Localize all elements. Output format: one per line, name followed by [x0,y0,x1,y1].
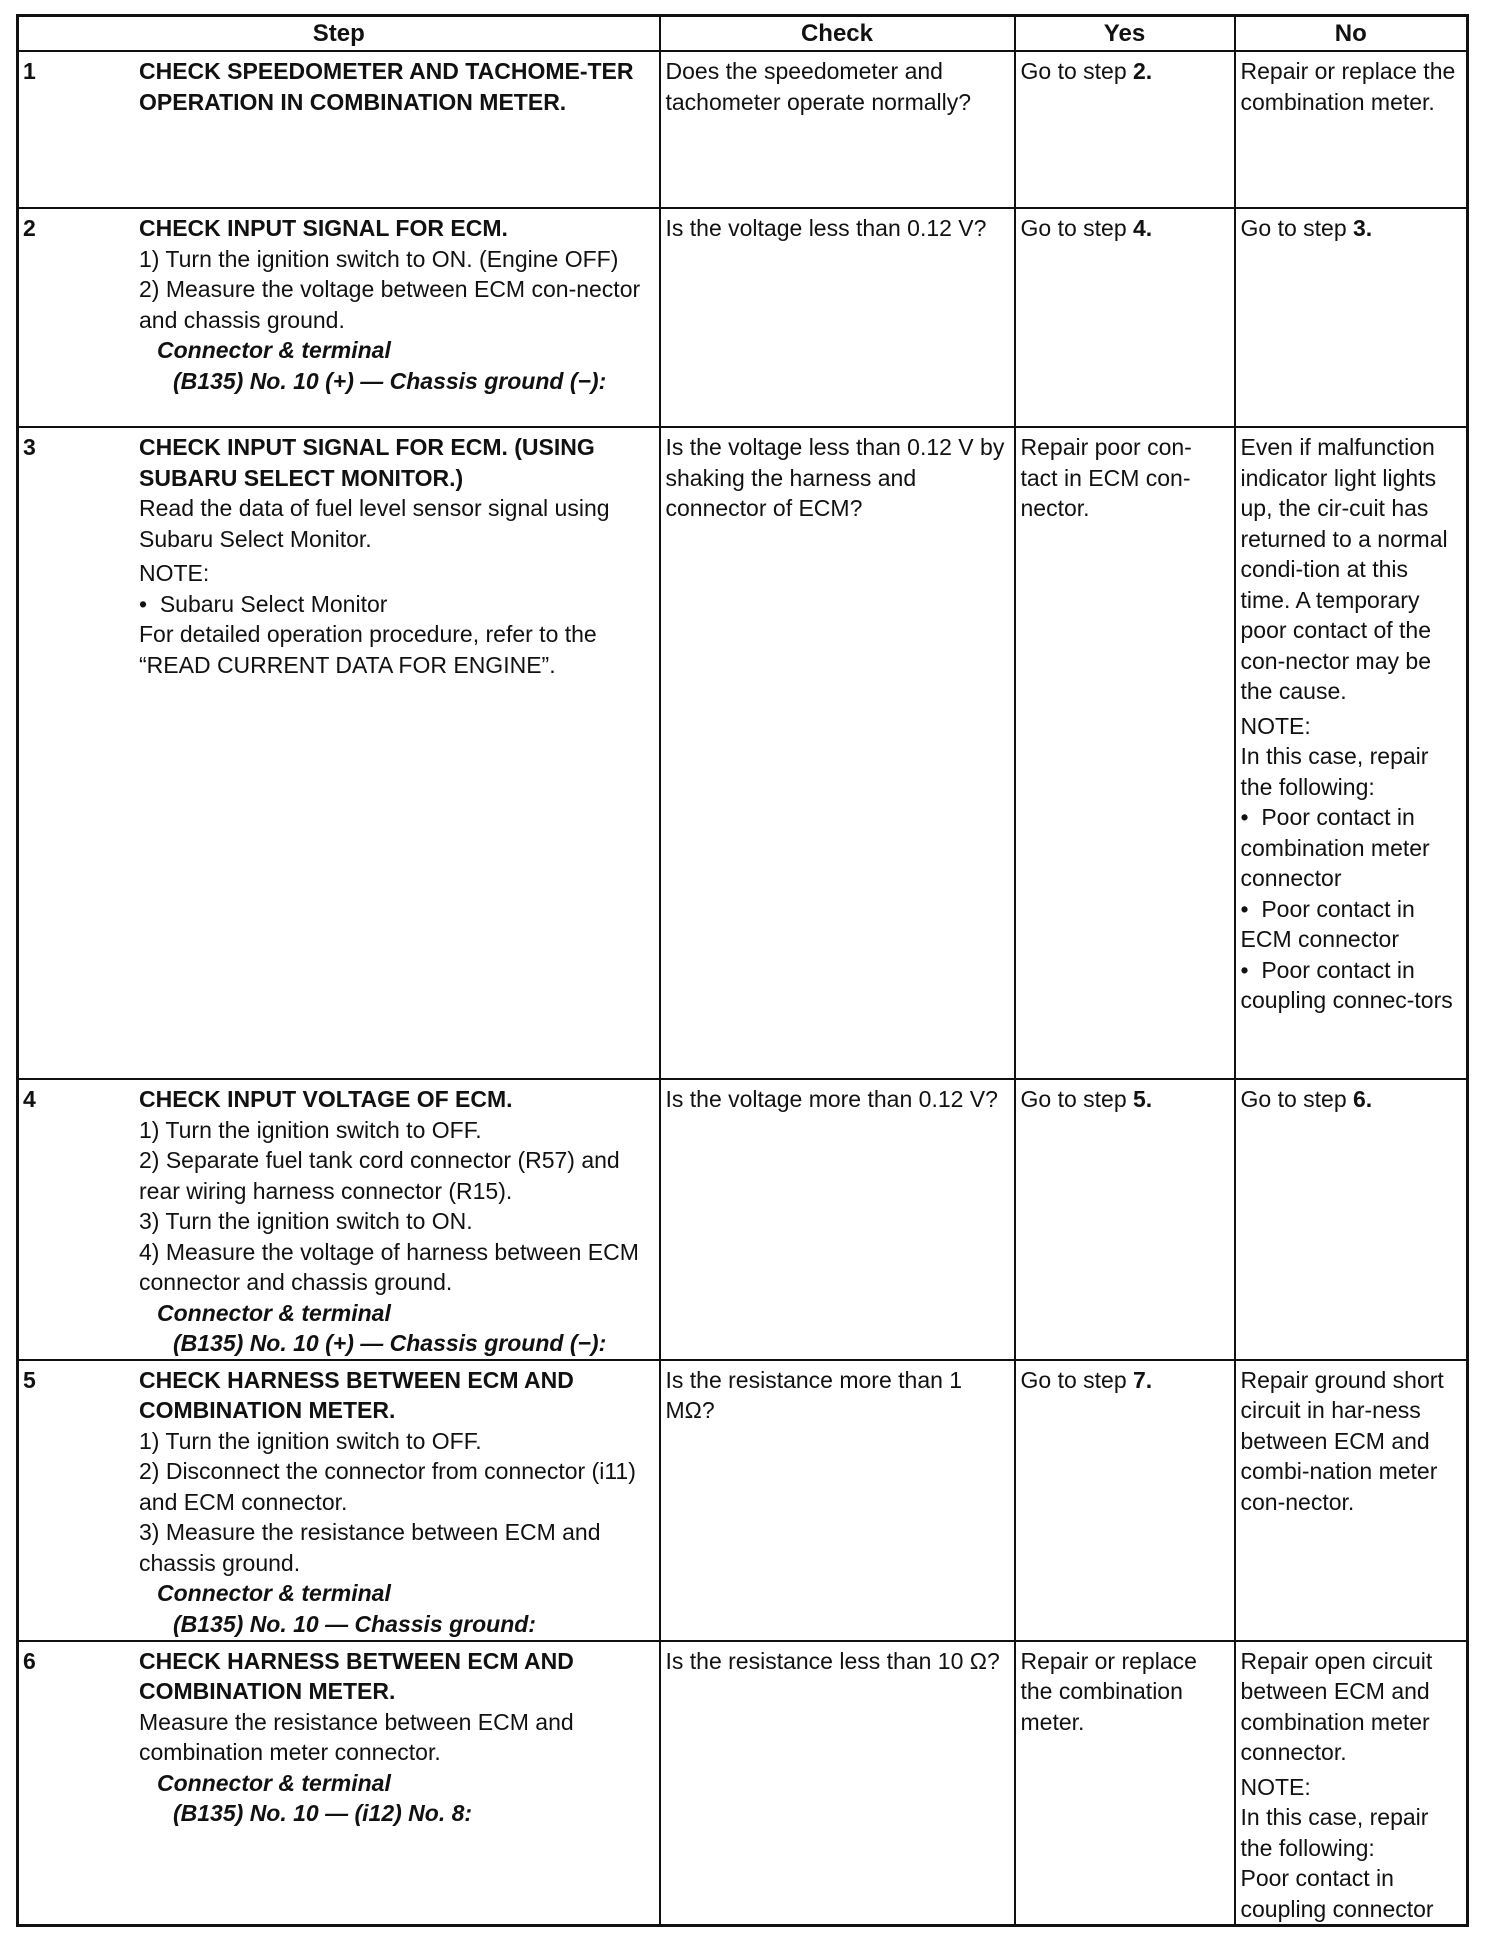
step-instruction: 1) Turn the ignition switch to ON. (Engine OFF) [139,245,619,272]
step-instruction: 1) Turn the ignition switch to OFF. [139,1116,482,1143]
no-step-ref: 3. [1353,215,1373,241]
no-cell: Repair or replace the combination meter. [1235,51,1468,208]
step-instruction: 3) Measure the resistance between ECM and chassis ground. [139,1519,601,1576]
header-step: Step [18,16,660,52]
yes-text: Go to step [1020,1366,1134,1393]
yes-cell [1015,1360,1235,1641]
step-number: 6 [23,1647,36,1674]
connector-terminal: (B135) No. 10 (+) — Chassis ground (−): [173,1330,607,1356]
step-number: 3 [23,434,36,460]
step-number: 5 [23,1366,36,1393]
table-row-3 [18,427,1468,1079]
step-cell [18,51,660,208]
step-instruction: 4) Measure the voltage of harness between ECM connector and chassis ground. [139,1238,639,1295]
no-cell [1235,1079,1468,1360]
check-cell: Is the voltage less than 0.12 V? [660,208,1015,427]
no-cell: Repair ground short circuit in har-ness between ECM and combi-nation meter con-nector. [1235,1360,1468,1641]
table-row-6 [18,1641,1468,1926]
table-row-4 [18,1079,1468,1360]
yes-cell [1015,208,1235,427]
check-cell: Does the speedometer and tachometer operate normally? [660,51,1015,208]
yes-text: Go to step [1020,215,1134,241]
note-bullet: • Poor contact in coupling connec-tors [1241,955,1462,1016]
yes-step-ref: 5. [1133,1086,1153,1112]
no-text: Even if malfunction indicator light lights up, the cir-cuit has returned to a normal condi-tion at this time. A temporary poor contact of the con-nector may be the cause. [1240,434,1448,704]
step-instruction: 2) Measure the voltage between ECM con-nector and chassis ground. [139,276,641,333]
check-cell: Is the voltage less than 0.12 V by shaking the harness and connector of ECM? [660,427,1015,1079]
no-cell [1235,208,1468,427]
yes-step-ref: 7. [1133,1366,1153,1393]
table-row-1 [18,51,1468,208]
no-text: Go to step [1240,1086,1354,1112]
step-title: CHECK INPUT VOLTAGE OF ECM. [139,1086,513,1112]
check-cell: Is the resistance more than 1 MΩ? [660,1360,1015,1641]
step-title: CHECK HARNESS BETWEEN ECM AND COMBINATION METER. [139,1366,574,1423]
step-title: CHECK INPUT SIGNAL FOR ECM. [139,215,508,241]
connector-terminal: (B135) No. 10 — (i12) No. 8: [173,1800,473,1826]
yes-step-ref: 4. [1133,215,1153,241]
note-bullet: • Poor contact in combination meter connector [1241,802,1462,894]
header-yes: Yes [1015,16,1235,52]
no-step-ref: 6. [1353,1086,1373,1112]
step-cell [18,1641,660,1926]
step-instruction: Measure the resistance between ECM and combination meter connector. [139,1708,574,1765]
note-label: NOTE: [1240,1773,1311,1800]
yes-text: Go to step [1020,1086,1134,1112]
step-title: CHECK INPUT SIGNAL FOR ECM. (USING SUBARU SELECT MONITOR.) [139,434,595,491]
note-label: NOTE: [1240,712,1311,739]
step-instruction: 2) Disconnect the connector from connector (i11) and ECM connector. [139,1458,636,1515]
note-text: For detailed operation procedure, refer to the “READ CURRENT DATA FOR ENGINE”. [139,621,597,678]
no-cell [1235,1641,1468,1926]
yes-cell [1015,51,1235,208]
step-number: 2 [23,215,36,241]
note-text: In this case, repair the following: [1240,743,1429,800]
yes-text: Go to step [1020,58,1134,84]
connector-heading: Connector & terminal [157,1580,391,1606]
table-row-2 [18,208,1468,427]
header-row [18,16,1468,52]
step-instruction: 1) Turn the ignition switch to OFF. [139,1427,482,1454]
yes-cell [1015,1079,1235,1360]
step-instruction: 2) Separate fuel tank cord connector (R57) and rear wiring harness connector (R15). [139,1147,620,1204]
connector-heading: Connector & terminal [157,1299,391,1326]
no-text: Go to step [1240,215,1354,241]
yes-step-ref: 2. [1133,58,1153,84]
yes-cell: Repair or replace the combination meter. [1015,1641,1235,1926]
no-cell [1235,427,1468,1079]
check-cell: Is the resistance less than 10 Ω? [660,1641,1015,1926]
header-check: Check [660,16,1015,52]
step-number: 4 [23,1086,36,1112]
yes-cell: Repair poor con-tact in ECM con-nector. [1015,427,1235,1079]
diagnostic-procedure-sheet [16,14,1466,1927]
no-text: Repair open circuit between ECM and combination meter connector. [1240,1647,1433,1765]
note-bullet: • Subaru Select Monitor [139,589,654,620]
header-no: No [1235,16,1468,52]
step-cell [18,427,660,1079]
connector-terminal: (B135) No. 10 (+) — Chassis ground (−): [173,367,607,394]
table-row-5 [18,1360,1468,1641]
diagnostic-table [16,14,1469,1927]
note-label: NOTE: [139,560,210,586]
note-text: Poor contact in coupling connector [1240,1865,1434,1922]
step-number: 1 [23,58,36,84]
connector-terminal: (B135) No. 10 — Chassis ground: [173,1610,536,1637]
note-text: In this case, repair the following: [1240,1804,1429,1861]
step-instruction: Read the data of fuel level sensor signal using Subaru Select Monitor. [139,495,610,552]
step-cell [18,1360,660,1641]
step-instruction: 3) Turn the ignition switch to ON. [139,1208,473,1234]
connector-heading: Connector & terminal [157,337,391,363]
check-cell: Is the voltage more than 0.12 V? [660,1079,1015,1360]
note-bullet: • Poor contact in ECM connector [1241,894,1462,955]
step-cell [18,1079,660,1360]
connector-heading: Connector & terminal [157,1769,391,1796]
step-title: CHECK HARNESS BETWEEN ECM AND COMBINATION METER. [139,1647,574,1704]
step-title: CHECK SPEEDOMETER AND TACHOME-TER OPERATION IN COMBINATION METER. [139,58,634,115]
step-cell [18,208,660,427]
